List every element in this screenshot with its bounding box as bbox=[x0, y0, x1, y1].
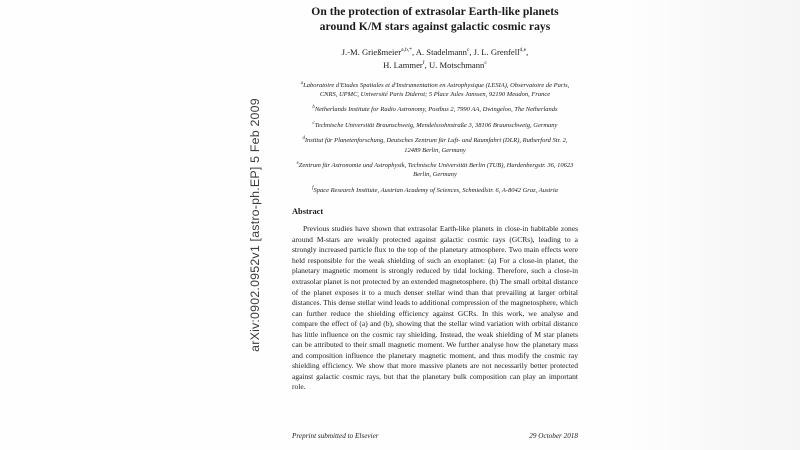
author-affiliation-marker: d,e bbox=[519, 47, 527, 54]
footer-date: 29 October 2018 bbox=[529, 432, 578, 440]
footer-submission-note: Preprint submitted to Elsevier bbox=[292, 432, 379, 440]
affiliation-text: Laboratoire d'Etudes Spatiales et d'Instrumentation en Astrophysique (LESIA), Observatoire de Paris, CNRS, UPMC, Université Paris Diderot; 5 Place Jules Janssen, 92190 Meudon, France bbox=[303, 81, 570, 98]
abstract-heading: Abstract bbox=[292, 207, 324, 217]
affiliation-text: Space Research Institute, Austrian Academy of Sciences, Schmiedlstr. 6, A-8042 Graz, Austria bbox=[313, 186, 558, 194]
affiliation-item bbox=[292, 186, 578, 195]
affiliation-marker: f bbox=[312, 185, 314, 191]
affiliation-text: Institut für Planetenforschung, Deutsches Zentrum für Luft- und Raumfahrt (DLR), Rutherford Str. 2, 12489 Berlin, Germany bbox=[304, 137, 568, 154]
affiliation-list bbox=[292, 81, 578, 196]
author-affiliation-marker: c bbox=[466, 47, 470, 54]
affiliation-marker: a bbox=[300, 80, 304, 86]
author-affiliation-marker: f bbox=[422, 60, 425, 67]
affiliation-item bbox=[292, 105, 578, 114]
affiliation-marker: d bbox=[302, 136, 305, 142]
author-name: , J. L. Grenfell bbox=[469, 47, 520, 58]
page-footer bbox=[292, 432, 578, 440]
affiliation-text: Netherlands Institute for Radio Astronomy, Postbus 2, 7990 AA, Dwingeloo, The Netherlands bbox=[314, 106, 558, 114]
author-name: H. Lammer bbox=[383, 60, 423, 70]
affiliation-marker: e bbox=[296, 160, 299, 166]
author-affiliation-marker: c bbox=[484, 60, 487, 67]
author-list bbox=[292, 46, 578, 71]
affiliation-item bbox=[292, 81, 578, 100]
author-name: , U. Motschmann bbox=[424, 60, 485, 70]
author-name: J.-M. Grießmeier bbox=[341, 47, 402, 58]
author-separator: , bbox=[526, 47, 529, 58]
affiliation-text: Zentrum für Astronomie und Astrophysik, Technische Universität Berlin (TUB), Hardenbergstr. 36, 10623 Berlin, Germany bbox=[298, 162, 574, 179]
affiliation-text: Technische Universität Braunschweig, Mendelssohnstraße 3, 38106 Braunschweig, Germany bbox=[314, 121, 558, 129]
paper-text-column bbox=[292, 0, 578, 450]
affiliation-marker: b bbox=[312, 105, 315, 111]
affiliation-item bbox=[292, 121, 578, 130]
affiliation-item bbox=[292, 161, 578, 180]
affiliation-marker: c bbox=[312, 120, 315, 126]
abstract-body: Previous studies have shown that extrasolar Earth-like planets in close-in habitable zones around M-stars are weakly protected against galactic cosmic rays (GCRs), leading to a strongly increased particle flux to the top of the planetary atmosphere. Two main effects were held responsible for the weak shielding of such an exoplanet: (a) For a close-in planet, the planetary magnetic moment is strongly reduced by tidal locking. Therefore, such a close-in extrasolar planet is not protected by an extended magnetosphere. (b) The small orbital distance of the planet exposes it to a much denser stellar wind than that prevailing at larger orbital distances. This dense stellar wind leads to additional compression of the magnetosphere, which can further reduce the shielding efficiency against GCRs. In this work, we analyse and compare the effect of (a) and (b), showing that the stellar wind variation with orbital distance has little influence on the cosmic ray shielding. Instead, the weak shielding of M star planets can be attributed to their small magnetic moment. We further analyse how the planetary mass and composition influence the planetary magnetic moment, and thus modify the cosmic ray shielding efficiency. We show that more massive planets are not necessarily better protected against galactic cosmic rays, but that the planetary bulk composition can play an important role. bbox=[292, 224, 578, 392]
page-title: On the protection of extrasolar Earth-like planets around K/M stars against galactic cosmic rays bbox=[311, 5, 559, 34]
affiliation-item bbox=[292, 136, 578, 155]
author-affiliation-marker: a,b,* bbox=[401, 47, 412, 54]
author-name: , A. Stadelmann bbox=[411, 47, 467, 58]
arxiv-identifier-stamp: arXiv:0902.0952v1 [astro-ph.EP] 5 Feb 2009 bbox=[248, 98, 262, 352]
page-shading bbox=[620, 0, 800, 450]
